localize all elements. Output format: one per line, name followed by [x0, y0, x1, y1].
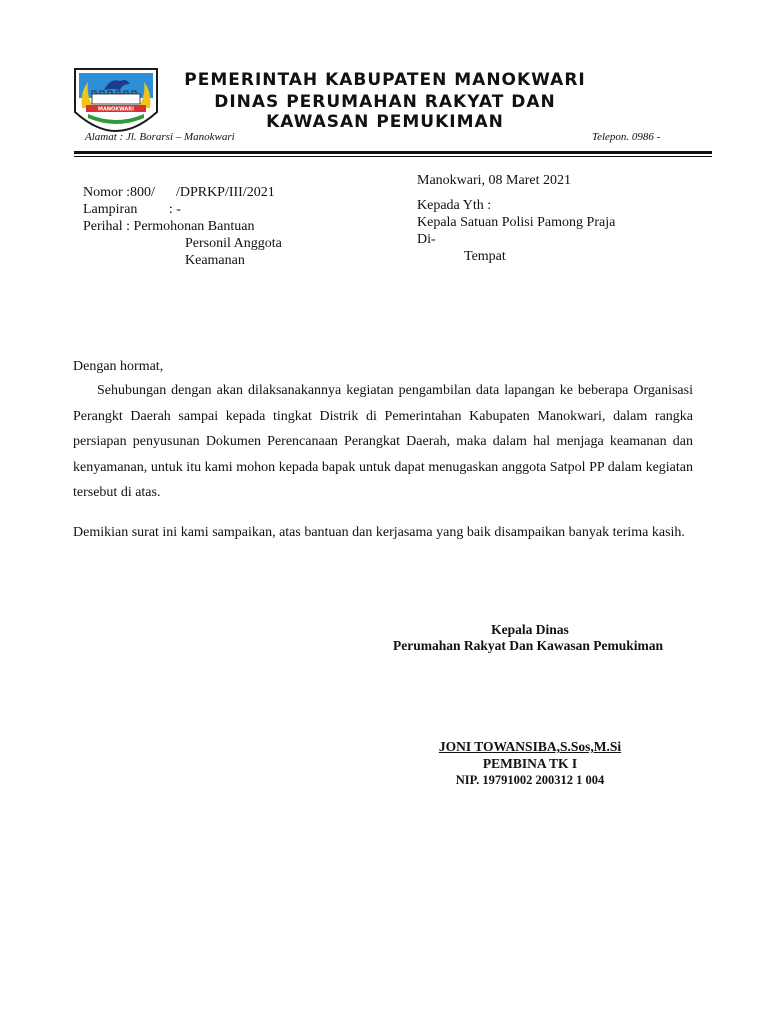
logo-text: MANOKWARI: [97, 106, 135, 113]
recipient-place: Tempat: [464, 249, 506, 264]
recipient-name: Kepala Satuan Polisi Pamong Praja: [417, 215, 616, 230]
body-paragraph-1: Sehubungan dengan akan dilaksanakannya kegiatan pengambilan data lapangan ke beberapa Organisasi Perangkt Daerah sampai kepada tingkat Distrik di Pemerintahan Kabupaten Manokwari, dalam rangka persiapan penyusunan Dokumen Perencanaan Perangkat Daerah, maka dalam hal menjaga keamanan dan kenyamanan, untuk itu kami mohon kepada bapak untuk dapat menugaskan anggota Satpol PP dalam kegiatan tersebut di atas.: [73, 383, 693, 500]
header-rule-thick: [74, 151, 712, 154]
regency-logo: [74, 68, 158, 132]
signatory-rank: PEMBINA TK I: [482, 756, 578, 771]
subject: Perihal : Permohonan Bantuan: [83, 219, 255, 234]
signature-title-1: Kepala Dinas: [491, 622, 569, 637]
logo-fort: [92, 94, 140, 104]
letterhead-line1: PEMERINTAH KABUPATEN MANOKWARI: [184, 70, 586, 90]
address: Alamat : Jl. Borarsi – Manokwari: [85, 131, 235, 143]
letter-date: Manokwari, 08 Maret 2021: [417, 173, 571, 188]
subject-line3: Keamanan: [185, 253, 245, 268]
body-paragraph-2: Demikian surat ini kami sampaikan, atas bantuan dan kerjasama yang baik disampaikan banyak terima kasih.: [73, 525, 685, 540]
letterhead-line3: KAWASAN PEMUKIMAN: [266, 112, 504, 132]
attachment: Lampiran : -: [83, 202, 181, 217]
signatory-name: JONI TOWANSIBA,S.Sos,M.Si: [438, 739, 622, 754]
recipient-to: Kepada Yth :: [417, 198, 492, 213]
signature-title-2: Perumahan Rakyat Dan Kawasan Pemukiman: [392, 638, 664, 653]
letterhead-line2: DINAS PERUMAHAN RAKYAT DAN: [214, 92, 556, 112]
phone: Telepon. 0986 -: [592, 131, 661, 143]
subject-line2: Personil Anggota: [185, 236, 282, 251]
recipient-di: Di-: [417, 232, 436, 247]
letter-number: Nomor :800/ /DPRKP/III/2021: [83, 185, 275, 200]
signatory-nip: NIP. 19791002 200312 1 004: [455, 773, 605, 787]
header-rule-thin: [74, 156, 712, 157]
salutation: Dengan hormat,: [73, 359, 164, 374]
